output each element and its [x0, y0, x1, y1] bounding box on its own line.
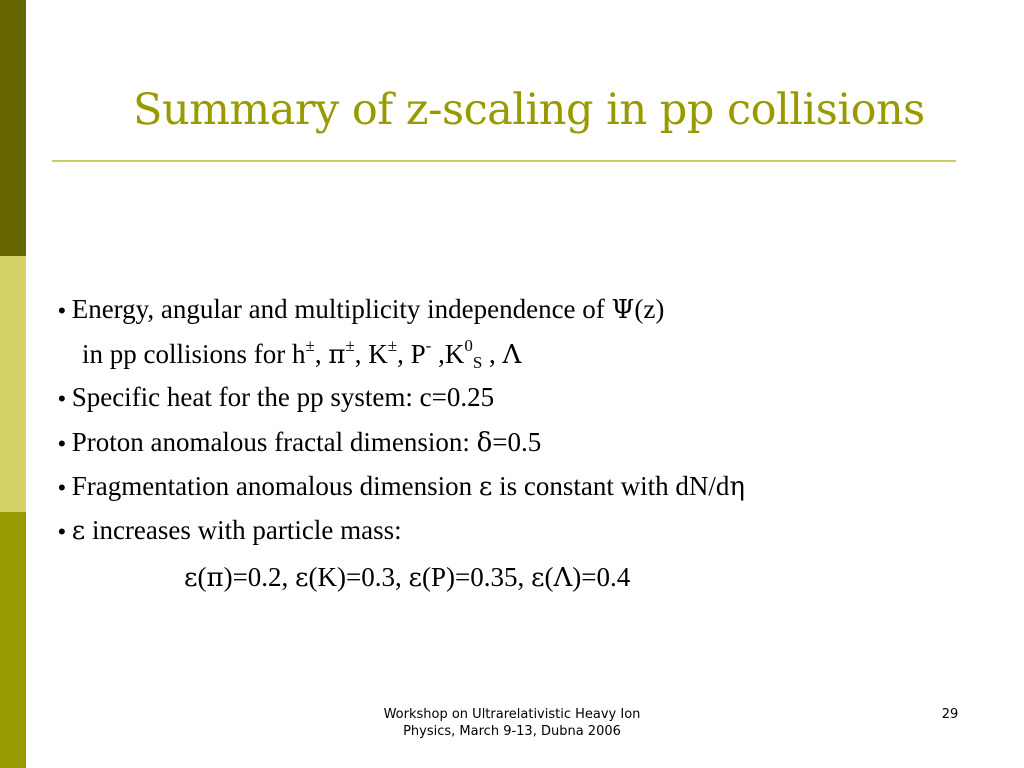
bullet-marker: • — [58, 519, 66, 544]
psi-symbol: Ψ — [611, 295, 635, 325]
epsilon-symbol: ε — [478, 472, 493, 502]
bullet-2 — [58, 380, 494, 416]
comma-separator: , — [314, 339, 329, 369]
epsilon-symbol: ε — [184, 563, 198, 593]
bullet-1-text: Energy, angular and multiplicity independence of — [71, 294, 612, 324]
bullet-1-line-2-prefix: in pp collisions for h — [82, 339, 306, 369]
delta-value: =0.5 — [492, 427, 542, 457]
eta-symbol: η — [729, 472, 745, 502]
k0-prefix: ,K — [431, 339, 465, 369]
epsilon-symbol: ε — [71, 516, 86, 546]
delta-symbol: δ — [476, 428, 493, 458]
slide-footer — [352, 706, 672, 740]
s-subscript: S — [472, 353, 483, 372]
plus-minus-superscript: ± — [305, 336, 315, 355]
open-paren: ( — [197, 562, 207, 592]
minus-superscript: - — [425, 336, 432, 355]
bullet-2-text: Specific heat for the pp system: c=0.25 — [71, 382, 495, 412]
plus-minus-superscript: ± — [345, 336, 355, 355]
kaon-symbol: K — [368, 339, 388, 369]
bullet-5 — [58, 513, 402, 549]
psi-argument: (z) — [634, 294, 665, 324]
epsilon-symbol: ε — [295, 563, 309, 593]
epsilon-symbol: ε — [530, 563, 545, 593]
epsilon-pi-value: )=0.2, — [223, 562, 296, 592]
bullet-4-text-after: is constant with dN/d — [492, 471, 730, 501]
bullet-1-line-1 — [58, 292, 664, 328]
bullet-3 — [58, 425, 541, 461]
epsilon-values-line — [184, 560, 630, 595]
lambda-symbol: Λ — [553, 563, 573, 593]
bullet-marker: • — [58, 475, 66, 500]
lambda-symbol: Λ — [502, 340, 522, 370]
bullet-marker: • — [58, 431, 66, 456]
comma-separator: , — [354, 339, 369, 369]
lambda-separator: , — [482, 339, 503, 369]
bullet-5-text: increases with particle mass: — [85, 515, 402, 545]
footer-line-1: Workshop on Ultrarelativistic Heavy Ion — [383, 707, 641, 722]
proton-symbol: P — [410, 339, 426, 369]
epsilon-symbol: ε — [408, 563, 422, 593]
bullet-marker: • — [58, 298, 66, 323]
epsilon-lambda-value: )=0.4 — [572, 562, 631, 592]
bullet-4-text-before: Fragmentation anomalous dimension — [71, 471, 479, 501]
bullet-1-line-2 — [82, 337, 521, 372]
epsilon-k-value: (K)=0.3, — [308, 562, 409, 592]
bullet-4 — [58, 469, 745, 505]
pion-symbol: π — [206, 563, 224, 593]
open-paren: ( — [544, 562, 554, 592]
pion-symbol: π — [328, 340, 346, 370]
slide-title: Summary of z-scaling in pp collisions — [133, 85, 925, 135]
zero-superscript: 0 — [464, 336, 473, 355]
footer-line-2: Physics, March 9-13, Dubna 2006 — [403, 724, 621, 739]
comma-separator: , — [397, 339, 411, 369]
epsilon-p-value: (P)=0.35, — [421, 562, 531, 592]
bullet-3-text: Proton anomalous fractal dimension: — [71, 427, 477, 457]
plus-minus-superscript: ± — [387, 336, 398, 355]
bullet-marker: • — [58, 386, 66, 411]
page-number: 29 — [941, 707, 959, 722]
